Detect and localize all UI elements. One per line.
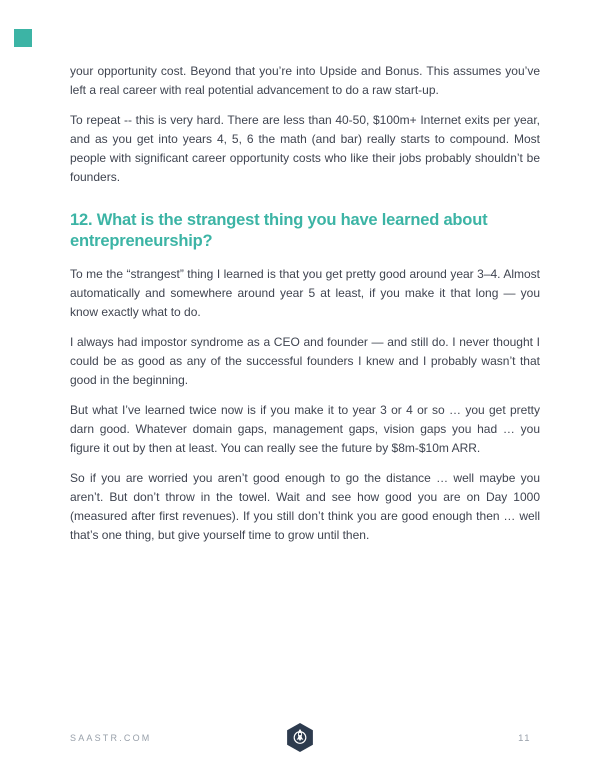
page-content xyxy=(70,62,540,556)
page-number: 11 xyxy=(518,733,531,744)
body-paragraph: But what I’ve learned twice now is if you make it to year 3 or 4 or so … you get pretty darn good. Whatever domain gaps, management gaps, vision gaps you had … you figure it out by then at least. You can really see the future by $8m-$10m ARR. xyxy=(70,403,540,455)
section-heading: 12. What is the strangest thing you have learned about entrepreneurship? xyxy=(70,211,488,250)
body-paragraph: I always had impostor syndrome as a CEO and founder — and still do. I never thought I could be as good as any of the successful founders I knew and I probably wasn’t that good in the beginning. xyxy=(70,335,540,387)
corner-accent-square xyxy=(14,29,32,47)
saastr-rocket-hexagon-icon xyxy=(287,723,313,752)
body-paragraph: So if you are worried you aren’t good enough to go the distance … well maybe you aren’t. But don’t throw in the towel. Wait and see how good you are on Day 1000 (measured after first revenues). If you still don’t think you are good enough then … well that’s one thing, but give yourself time to grow until then. xyxy=(70,471,540,542)
body-paragraph: To me the “strangest” thing I learned is that you get pretty good around year 3–4. Almost automatically and somewhere around year 5 at least, if you make it that long — you know exactly what to do. xyxy=(70,267,540,319)
footer-website-link[interactable]: SAASTR.COM xyxy=(70,733,152,743)
body-paragraph: To repeat -- this is very hard. There are less than 40-50, $100m+ Internet exits per year, and as you get into years 4, 5, 6 the math (and bar) really starts to compound. Most people with significant career opportunity costs who like their jobs probably shouldn’t be founders. xyxy=(70,113,540,184)
body-paragraph: your opportunity cost. Beyond that you’re into Upside and Bonus. This assumes you’ve left a real career with real potential advancement to do a raw start-up. xyxy=(70,64,540,97)
